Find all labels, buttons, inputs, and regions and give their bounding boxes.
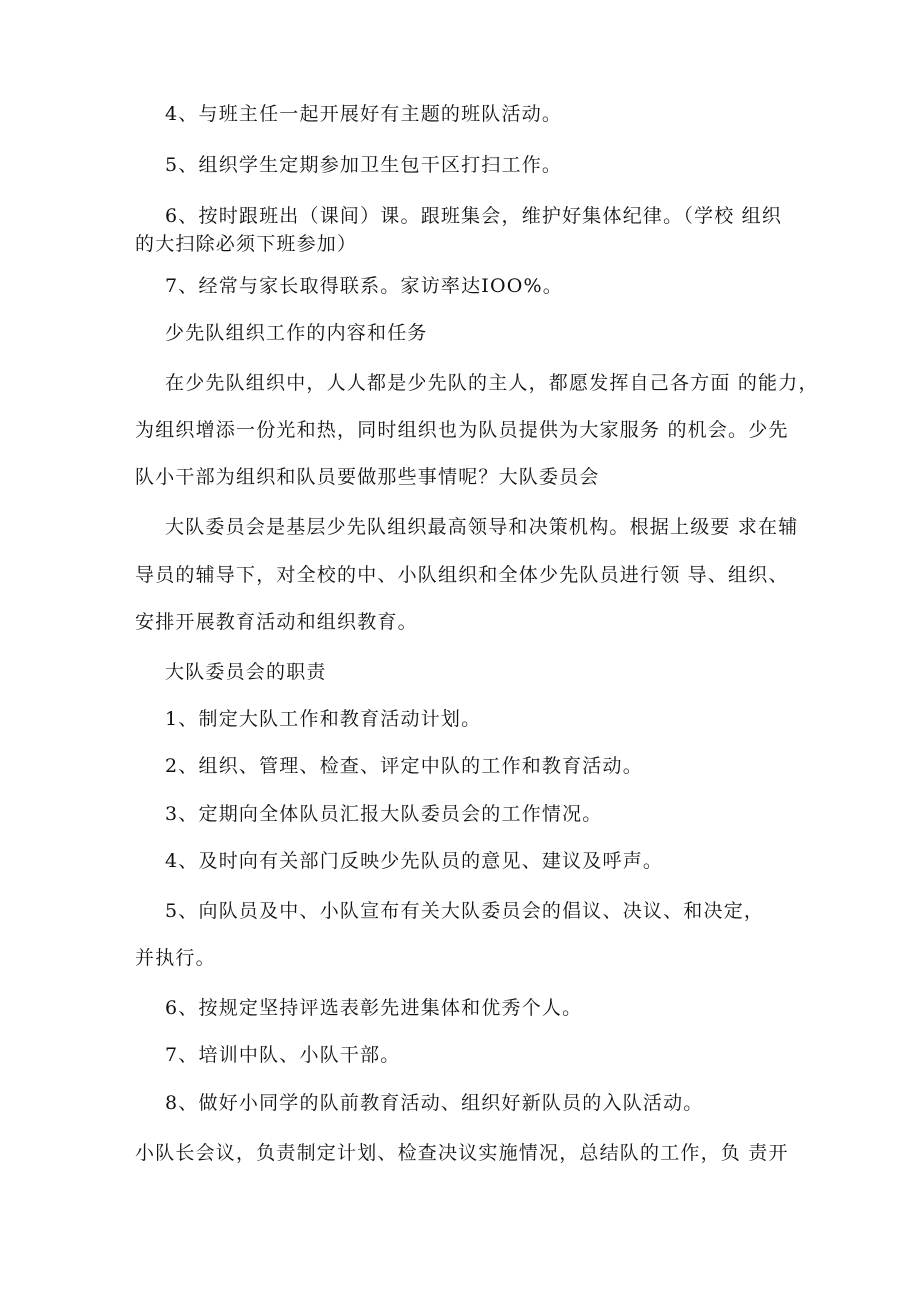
list-item-committee-7: 7、培训中队、小队干部。 xyxy=(165,1044,401,1066)
paragraph-committee-line-1: 大队委员会是基层少先队组织最高领导和决策机构。根据上级要 求在辅 xyxy=(165,516,799,538)
paragraph-intro-line-2: 为组织增添一份光和热，同时组织也为队员提供为大家服务 的机会。少先 xyxy=(135,419,789,441)
section-heading-content-and-tasks: 少先队组织工作的内容和任务 xyxy=(165,322,428,344)
list-item-committee-5-line-1: 5、向队员及中、小队宣布有关大队委员会的倡议、决议、和决定， xyxy=(165,900,765,922)
list-item-duty-6-line-1: 6、按时跟班出（课间）课。跟班集会，维护好集体纪律。（学校 组织 xyxy=(165,205,783,227)
list-item-committee-4: 4、及时向有关部门反映少先队员的意见、建议及呼声。 xyxy=(165,850,664,872)
list-item-committee-1: 1、制定大队工作和教育活动计划。 xyxy=(165,708,482,730)
list-item-duty-5: 5、组织学生定期参加卫生包干区打扫工作。 xyxy=(165,154,563,176)
paragraph-intro-line-3: 队小干部为组织和队员要做那些事情呢？大队委员会 xyxy=(135,466,600,488)
section-heading-committee-duties: 大队委员会的职责 xyxy=(165,661,327,683)
list-item-duty-4: 4、与班主任一起开展好有主题的班队活动。 xyxy=(165,103,563,125)
paragraph-intro-line-1: 在少先队组织中，人人都是少先队的主人，都愿发挥自己各方面 的能力， xyxy=(165,372,819,394)
list-item-duty-7: 7、经常与家长取得联系。家访率达IOO%。 xyxy=(165,275,564,297)
list-item-committee-3: 3、定期向全体队员汇报大队委员会的工作情况。 xyxy=(165,803,603,825)
list-item-committee-2: 2、组织、管理、检查、评定中队的工作和教育活动。 xyxy=(165,755,643,777)
list-item-duty-6-line-2: 的大扫除必须下班参加） xyxy=(135,233,358,255)
paragraph-committee-line-3: 安排开展教育活动和组织教育。 xyxy=(135,611,418,633)
list-item-committee-5-line-2: 并执行。 xyxy=(135,947,216,969)
list-item-committee-8: 8、做好小同学的队前教育活动、组织好新队员的入队活动。 xyxy=(165,1092,704,1114)
paragraph-committee-line-2: 导员的辅导下，对全校的中、小队组织和全体少先队员进行领 导、组织、 xyxy=(135,564,789,586)
list-item-committee-6: 6、按规定坚持评选表彰先进集体和优秀个人。 xyxy=(165,997,583,1019)
paragraph-squad-leader-meeting: 小队长会议，负责制定计划、检查决议实施情况，总结队的工作，负 责开 xyxy=(135,1142,789,1164)
